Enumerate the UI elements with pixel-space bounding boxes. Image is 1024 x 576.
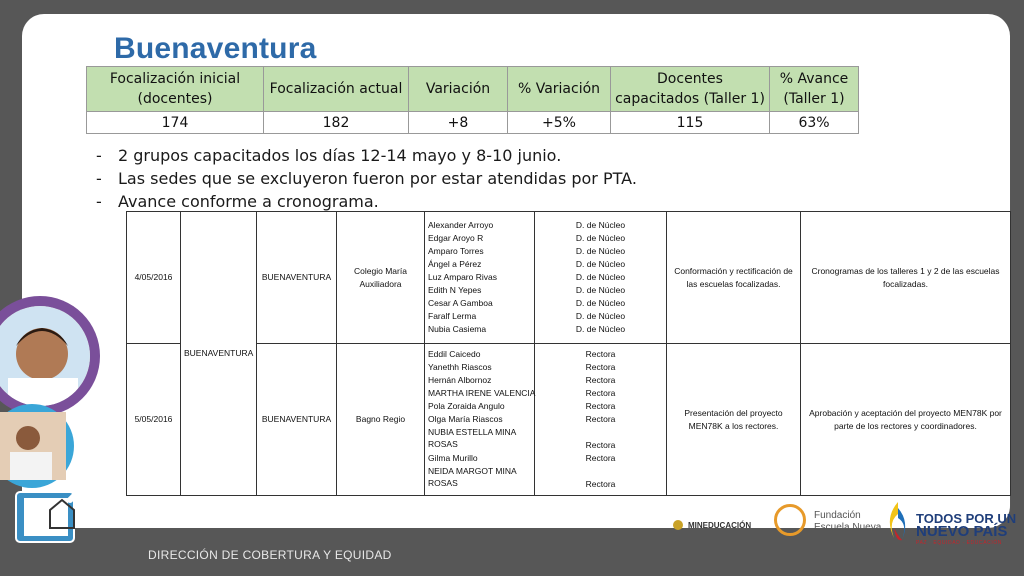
value-porcentaje-variacion: +5% <box>508 112 611 134</box>
participant-name: Cesar A Gamboa <box>428 298 493 308</box>
participant-role: Rectora <box>585 453 616 463</box>
row-result: Cronogramas de los talleres 1 y 2 de las escuelas focalizadas. <box>801 212 1011 344</box>
header-porcentaje-avance: % Avance (Taller 1) <box>770 67 859 112</box>
wheel-icon <box>774 504 806 536</box>
value-variacion: +8 <box>409 112 508 134</box>
tpn-text <box>916 512 1016 538</box>
student-photo <box>0 306 90 406</box>
participant-role: D. de Núcleo <box>575 233 626 243</box>
header-focalizacion-actual: Focalización actual <box>264 67 409 112</box>
participant-name: NUBIA ESTELLA MINA ROSAS <box>428 427 516 449</box>
participant-role: D. de Núcleo <box>575 259 626 269</box>
row-participant-names <box>425 344 535 496</box>
mineducacion-logo <box>672 516 762 534</box>
fundacion-line1: Fundación <box>814 510 861 521</box>
bullet-marker: - <box>96 169 102 188</box>
participant-role: D. de Núcleo <box>575 324 626 334</box>
bullet-marker: - <box>96 192 102 211</box>
participant-name: Luz Amparo Rivas <box>428 272 497 282</box>
participant-name: Pola Zoraida Angulo <box>428 401 505 411</box>
logo-strip <box>668 500 1017 554</box>
bullet-text: 2 grupos capacitados los días 12-14 mayo y 8-10 junio. <box>118 146 562 165</box>
fundacion-text <box>814 510 881 534</box>
participant-role: Rectora <box>585 479 616 489</box>
participant-role: D. de Núcleo <box>575 298 626 308</box>
participant-role: Rectora <box>585 349 616 359</box>
value-focalizacion-actual: 182 <box>264 112 409 134</box>
participant-name: Alexander Arroyo <box>428 220 494 230</box>
school-notebook-icon <box>10 470 90 550</box>
row-activity: Conformación y rectificación de las escuelas focalizadas. <box>667 212 801 344</box>
header-variacion: Variación <box>409 67 508 112</box>
participant-name: Nubia Casiema <box>428 324 487 334</box>
bullet-item <box>96 167 637 190</box>
participant-role: Rectora <box>585 414 616 424</box>
summary-value-row <box>87 112 859 134</box>
row-school: Bagno Regio <box>337 344 425 496</box>
header-porcentaje-variacion: % Variación <box>508 67 611 112</box>
participant-role: Rectora <box>585 388 616 398</box>
participant-name: Yanethh Riascos <box>428 362 492 372</box>
flag-flame-icon <box>880 500 916 544</box>
row-activity: Presentación del proyecto MEN78K a los rectores. <box>667 344 801 496</box>
participant-name: Amparo Torres <box>428 246 484 256</box>
participant-name: Hernán Albornoz <box>428 375 492 385</box>
detail-table <box>126 211 1011 496</box>
value-docentes-capacitados: 115 <box>611 112 770 134</box>
bullet-text: Avance conforme a cronograma. <box>118 192 379 211</box>
summary-table <box>86 66 859 134</box>
participant-role: Rectora <box>585 401 616 411</box>
row-school: Colegio María Auxiliadora <box>337 212 425 344</box>
bullet-item <box>96 190 637 213</box>
participant-name: Edgar Aroyo R <box>428 233 484 243</box>
merged-municipality: BUENAVENTURA <box>181 212 257 496</box>
row-result: Aprobación y aceptación del proyecto MEN78K por parte de los rectores y coordinadores. <box>801 344 1011 496</box>
table-row <box>127 212 1011 344</box>
participant-name: Edith N Yepes <box>428 285 482 295</box>
participant-role: Rectora <box>585 362 616 372</box>
bullet-marker: - <box>96 146 102 165</box>
coat-of-arms-icon <box>672 519 684 531</box>
row-participant-roles <box>535 344 667 496</box>
participant-role: D. de Núcleo <box>575 246 626 256</box>
footer-title: DIRECCIÓN DE COBERTURA Y EQUIDAD <box>148 548 392 562</box>
value-porcentaje-avance: 63% <box>770 112 859 134</box>
value-focalizacion-inicial: 174 <box>87 112 264 134</box>
header-docentes-capacitados: Docentes capacitados (Taller 1) <box>611 67 770 112</box>
participant-name: Faralf Lerma <box>428 311 477 321</box>
child-face-icon <box>0 306 90 406</box>
participant-role: D. de Núcleo <box>575 285 626 295</box>
participant-role: Rectora <box>585 375 616 385</box>
participant-role: D. de Núcleo <box>575 220 626 230</box>
row-date: 4/05/2016 <box>127 212 181 344</box>
summary-header-row <box>87 67 859 112</box>
bullet-item <box>96 144 637 167</box>
table-row <box>127 344 1011 496</box>
participant-name: Ángel a Pérez <box>428 259 482 269</box>
fundacion-line2: Escuela Nueva <box>814 522 882 533</box>
row-city: BUENAVENTURA <box>257 212 337 344</box>
participant-name: MARTHA IRENE VALENCIA <box>428 388 536 398</box>
row-participant-roles <box>535 212 667 344</box>
header-focalizacion-inicial: Focalización inicial (docentes) <box>87 67 264 112</box>
participant-name: Eddil Caicedo <box>428 349 481 359</box>
page-title: Buenaventura <box>114 32 317 65</box>
participant-role: D. de Núcleo <box>575 311 626 321</box>
mineducacion-text: MINEDUCACIÓN <box>688 520 752 530</box>
bullet-list <box>96 144 637 213</box>
tpn-subtitle: PAZ · EQUIDAD · EDUCACIÓN <box>916 540 1003 546</box>
participant-name: Gilma Murillo <box>428 453 478 463</box>
bullet-text: Las sedes que se excluyeron fueron por estar atendidas por PTA. <box>118 169 637 188</box>
participant-name: Olga María Riascos <box>428 414 503 424</box>
tpn-line2: NUEVO PAÍS <box>916 523 1008 540</box>
row-participant-names <box>425 212 535 344</box>
participant-name: NEIDA MARGOT MINA ROSAS <box>428 466 517 488</box>
participant-role: D. de Núcleo <box>575 272 626 282</box>
participant-role: Rectora <box>585 440 616 450</box>
row-date: 5/05/2016 <box>127 344 181 496</box>
row-city: BUENAVENTURA <box>257 344 337 496</box>
tpn-line1: TODOS POR UN <box>916 511 1017 526</box>
